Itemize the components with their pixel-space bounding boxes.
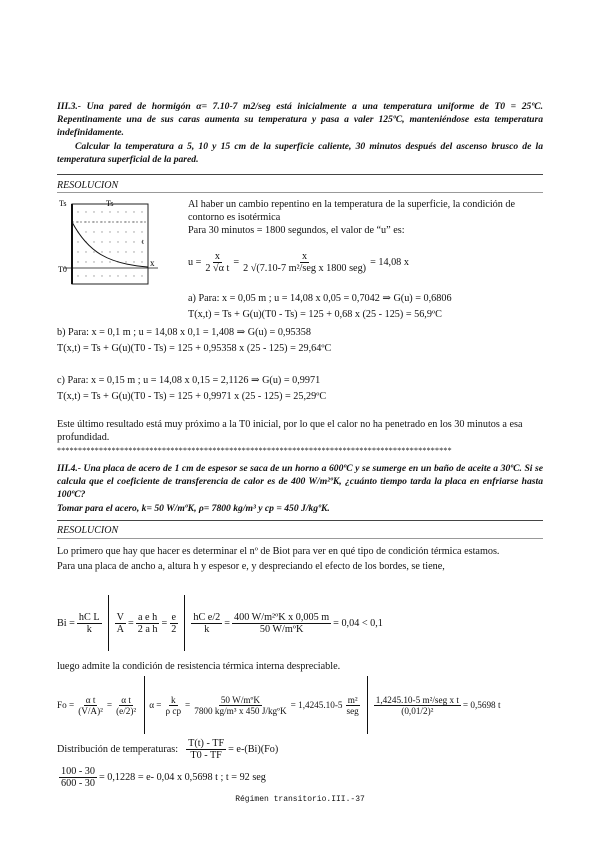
mid-text: luego admite la condición de resistencia térmica interna despreciable. [57,661,341,672]
fo-unit-den: seg [346,705,359,716]
divider [57,520,543,521]
dist-label: Distribución de temperaturas: [57,743,179,755]
fo-f4-den: 7800 kg/m³ x 450 J/kgºK [194,705,287,716]
divider [57,538,543,539]
fo-frac-5 [374,695,461,716]
bi-f5-num: hC e/2 [193,611,221,623]
vertical-bar [367,676,368,734]
u-fraction-2 [241,251,368,274]
fig-t-label: t [142,238,144,246]
u-num-2: x [302,250,308,262]
case-c-line1: c) Para: x = 0,15 m ; u = 14,08 x 0,15 = 2,1126 ⇒ G(u) = 0,9971 [57,375,321,386]
bi-frac-1 [77,612,102,635]
biot-intro-2: Para una placa de ancho a, altura h y espesor e, y despreciando el efecto de los bordes, se tiene, [57,561,445,572]
fo-f1-den: (V/A)² [78,705,103,716]
fo-alpha: α = [149,700,162,710]
intro-line: Para 30 minutos = 1800 segundos, el valor de “u” es: [188,225,405,236]
case-c-line2: T(x,t) = Ts + G(u)(T0 - Ts) = 125 + 0,9971 x (25 - 125) = 25,29ºC [57,391,327,402]
final-den: 600 - 30 [61,777,95,789]
dist-den: T0 - TF [190,749,222,761]
fo-f1-num: α t [85,694,96,705]
bi-f5-den: k [204,623,210,635]
u-formula [188,240,409,284]
bi-eq: = [161,617,168,629]
bi-frac-4 [169,612,178,635]
bi-f3-num: a e h [137,611,158,623]
final-equation [57,762,266,792]
fo-units [345,695,361,716]
u-eq: = [233,256,240,268]
bi-f1-num: hC L [78,611,100,623]
fo-alpha-value: = 1,4245.10-5 [290,700,343,710]
fo-frac-1 [76,695,105,716]
bi-f6-num: 400 W/m²ºK x 0,005 m [234,611,330,623]
case-a-line1: a) Para: x = 0,05 m ; u = 14,08 x 0,05 = 0,7042 ⇒ G(u) = 0,6806 [188,293,452,304]
bi-f6-den: 50 W/mºK [259,623,304,635]
task-text: Calcular la temperatura a 5, 10 y 15 cm de la superficie caliente, 30 minutos después del ascenso brusco de la temperatura superficial de la pared. [57,141,543,165]
dist-frac [186,738,226,761]
bi-frac-5 [191,612,222,635]
biot-formula [57,595,383,651]
page-footer: Régimen transitorio.III.-37 [235,795,365,804]
fo-f5-num: 1,4245.10-5 m²/seg x t [375,694,459,705]
fo-eq: = [185,700,191,710]
u-den-2: 2 √(7.10-7 m²/seg x 1800 seg) [243,262,367,274]
bi-frac-3 [136,612,160,635]
fo-f5-den: (0,01/2)² [401,705,434,716]
problem-title: III.4.- Una placa de acero de 1 cm de espesor se saca de un horno a 600ºC y se sumerge en un baño de aceite a 30ºC. Si se calcula que el coeficiente de transferencia de calor es de 400 W/m²ºK, ¿cuánto tiempo tarda la placa en enfriarse hasta 100ºC? [57,463,543,500]
fo-unit-num: m² [347,694,358,705]
bi-f2-den: A [116,623,124,635]
u-result: = 14,08 x [370,256,409,268]
fo-f2-num: α t [121,694,131,705]
bi-f4-den: 2 [171,623,177,635]
fig-ts2-label: Ts [106,199,114,208]
fo-f3-num: k [170,694,176,705]
bi-f1-den: k [86,623,92,635]
vertical-bar [184,595,185,651]
bi-lhs: Bi = [57,617,75,629]
divider [57,192,543,193]
divider [57,174,543,175]
fourier-formula [57,676,501,734]
u-den: 2 √α t [205,262,230,274]
distribution-formula [57,734,278,764]
fo-frac-2 [114,695,138,716]
fo-frac-3 [163,695,183,716]
dist-result: = e-(Bi)(Fo) [228,743,279,755]
bi-eq: = [127,617,134,629]
bi-f4-num: e [171,611,177,623]
separator-stars: ********************************************************************************************** [57,446,452,455]
conclusion-text: Este último resultado está muy próximo a la T0 inicial, por lo que el calor no ha penetrado en los 30 minutos a esa profundidad. [57,419,523,443]
problem-III4-data: Tomar para el acero, k= 50 W/mºK, ρ= 7800 kg/m³ y cp = 450 J/kgºK. [57,503,330,514]
final-frac [59,766,97,789]
fig-ts-label: Ts [59,199,67,208]
vertical-bar [144,676,145,734]
intro-text: Al haber un cambio repentino en la temperatura de la superficie, la condición de contorno es isotérmica [188,199,515,223]
vertical-bar [108,595,109,651]
u-lhs: u = [188,256,202,268]
fo-lhs: Fo = [57,700,75,710]
temperature-profile-figure [58,196,182,288]
intro-paragraph [188,198,543,224]
fo-result: = 0,5698 t [462,700,501,710]
fo-frac-4 [192,695,288,716]
case-b-line1: b) Para: x = 0,1 m ; u = 14,08 x 0,1 = 1,408 ⇒ G(u) = 0,95358 [57,327,311,338]
u-fraction [203,251,231,274]
problem-III3-task [57,140,543,166]
fo-eq: = [106,700,113,710]
dist-num: T(t) - TF [188,737,225,749]
final-num: 100 - 30 [61,765,95,777]
fig-x-label: x [150,258,155,268]
resolution-label: RESOLUCION [57,180,119,191]
fo-f2-den: (e/2)² [116,705,137,716]
u-num: x [214,250,220,262]
problem-title: III.3.- Una pared de hormigón α= 7.10-7 m2/seg está inicialmente a una temperatura uniforme de T0 = 25ºC. Repentinamente una de sus caras aumenta su temperatura y pasa a valer 125ºC, manteniéndose esta temperatura indefinidamente. [57,101,543,138]
bi-frac-2 [115,612,126,635]
case-b-line2: T(x,t) = Ts + G(u)(T0 - Ts) = 125 + 0,95358 x (25 - 125) = 29,64ºC [57,343,332,354]
final-result: = 0,1228 = e- 0,04 x 0,5698 t ; t = 92 seg [98,771,266,783]
bi-f2-num: V [116,611,124,623]
bi-eq: = [224,617,230,629]
bi-result: = 0,04 < 0,1 [333,617,383,629]
problem-III4-statement [57,462,543,501]
problem-III3-statement [57,100,543,139]
biot-intro: Lo primero que hay que hacer es determinar el nº de Biot para ver en qué tipo de condición térmica estamos. [57,546,500,557]
bi-f3-den: 2 a h [137,623,158,635]
case-a-line2: T(x,t) = Ts + G(u)(T0 - Ts) = 125 + 0,68 x (25 - 125) = 56,9ºC [188,309,442,320]
fig-t0-label: T0 [58,265,67,274]
fo-f4-num: 50 W/mºK [220,694,261,705]
resolution-label: RESOLUCION [57,525,119,536]
bi-frac-6 [232,612,331,635]
conclusion [57,418,543,444]
fo-f3-den: ρ cp [165,705,182,716]
